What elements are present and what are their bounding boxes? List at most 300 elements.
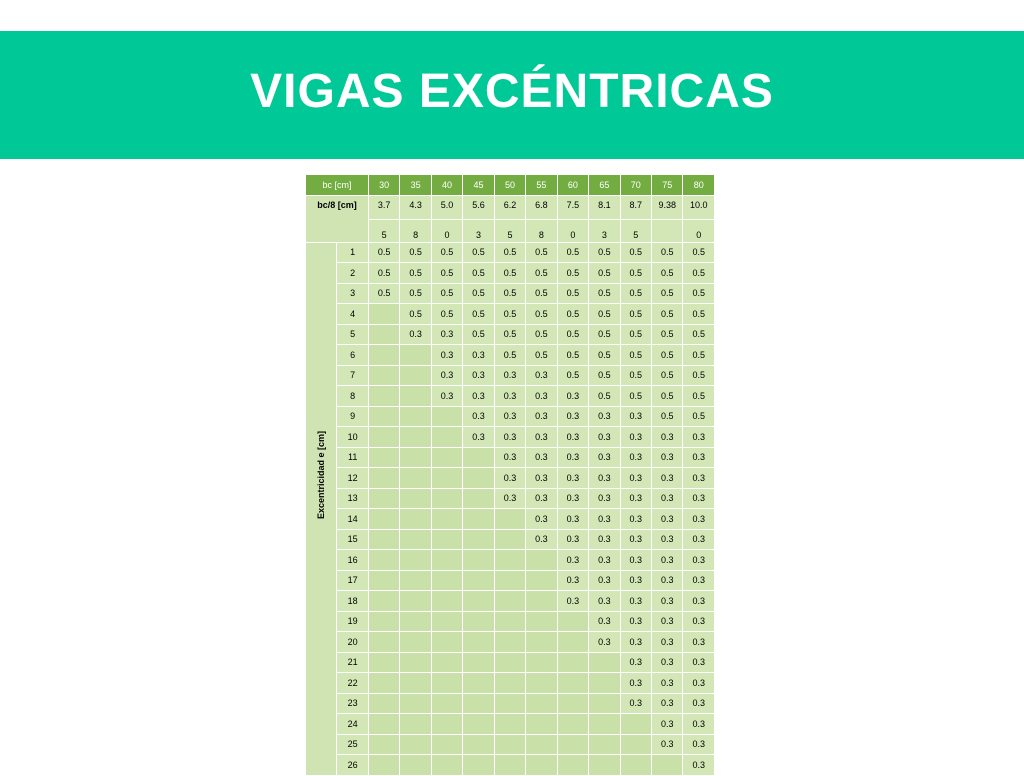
table-cell <box>431 714 462 735</box>
table-cell: 0.3 <box>463 427 494 448</box>
table-row <box>306 242 715 263</box>
table-cell: 0.3 <box>526 468 557 489</box>
table-cell: 0.3 <box>557 570 588 591</box>
eccentricity-value: 19 <box>337 611 368 632</box>
bc8-value-bottom: 0 <box>557 220 588 243</box>
table-cell <box>557 734 588 755</box>
table-cell: 0.5 <box>431 242 462 263</box>
table-cell: 0.5 <box>368 283 399 304</box>
table-cell <box>400 591 431 612</box>
table-cell: 0.5 <box>557 242 588 263</box>
table-cell <box>557 693 588 714</box>
table-cell: 0.3 <box>620 550 651 571</box>
table-cell: 0.5 <box>494 304 525 325</box>
table-cell: 0.5 <box>589 283 620 304</box>
table-cell <box>400 365 431 386</box>
table-cell: 0.3 <box>652 693 683 714</box>
table-cell: 0.3 <box>683 734 715 755</box>
table-cell <box>400 755 431 776</box>
table-cell: 0.3 <box>494 386 525 407</box>
table-cell: 0.3 <box>652 447 683 468</box>
header-row-bc8 <box>306 195 715 220</box>
table-cell <box>494 632 525 653</box>
table-cell: 0.3 <box>652 529 683 550</box>
table-cell: 0.3 <box>526 365 557 386</box>
table-cell: 0.3 <box>683 714 715 735</box>
table-cell: 0.5 <box>368 242 399 263</box>
table-cell <box>494 714 525 735</box>
table-cell: 0.3 <box>589 550 620 571</box>
table-row <box>306 427 715 448</box>
table-cell: 0.5 <box>589 263 620 284</box>
bc8-value-top: 4.3 <box>400 195 431 220</box>
table-row <box>306 509 715 530</box>
table-cell: 0.5 <box>557 324 588 345</box>
table-cell: 0.3 <box>431 365 462 386</box>
table-cell: 0.5 <box>557 263 588 284</box>
table-cell <box>368 529 399 550</box>
table-cell <box>368 509 399 530</box>
table-row <box>306 714 715 735</box>
table-cell <box>494 550 525 571</box>
table-cell <box>526 611 557 632</box>
table-row <box>306 304 715 325</box>
table-cell: 0.5 <box>431 304 462 325</box>
table-cell: 0.3 <box>620 468 651 489</box>
table-cell: 0.5 <box>652 283 683 304</box>
table-cell: 0.3 <box>620 427 651 448</box>
eccentricity-value: 10 <box>337 427 368 448</box>
table-row <box>306 570 715 591</box>
eccentricity-value: 15 <box>337 529 368 550</box>
table-cell: 0.3 <box>620 570 651 591</box>
table-cell: 0.3 <box>683 591 715 612</box>
bc8-value-top: 9.38 <box>652 195 683 220</box>
table-cell: 0.3 <box>652 734 683 755</box>
table-cell: 0.3 <box>652 673 683 694</box>
table-cell: 0.5 <box>463 304 494 325</box>
table-cell: 0.3 <box>620 652 651 673</box>
table-row <box>306 488 715 509</box>
table-cell: 0.3 <box>557 468 588 489</box>
table-cell: 0.3 <box>652 550 683 571</box>
table-cell: 0.5 <box>494 345 525 366</box>
table-cell: 0.3 <box>652 509 683 530</box>
table-row <box>306 652 715 673</box>
table-cell <box>400 652 431 673</box>
bc8-value-top: 6.2 <box>494 195 525 220</box>
table-cell: 0.5 <box>620 324 651 345</box>
table-cell: 0.3 <box>589 591 620 612</box>
bc8-value-top: 6.8 <box>526 195 557 220</box>
eccentricity-value: 21 <box>337 652 368 673</box>
table-cell: 0.3 <box>494 406 525 427</box>
table-cell: 0.5 <box>683 263 715 284</box>
table-cell <box>526 734 557 755</box>
table-cell: 0.3 <box>620 488 651 509</box>
table-cell: 0.3 <box>494 468 525 489</box>
table-cell: 0.3 <box>652 591 683 612</box>
table-cell <box>368 611 399 632</box>
table-cell: 0.3 <box>494 488 525 509</box>
table-cell <box>463 673 494 694</box>
table-cell <box>431 468 462 489</box>
table-row <box>306 673 715 694</box>
table-cell: 0.5 <box>589 365 620 386</box>
table-cell <box>463 632 494 653</box>
table-cell <box>368 632 399 653</box>
table-cell <box>400 488 431 509</box>
table-cell: 0.3 <box>620 673 651 694</box>
table-cell <box>494 652 525 673</box>
eccentricity-value: 8 <box>337 386 368 407</box>
table-cell <box>494 673 525 694</box>
table-cell <box>431 447 462 468</box>
table-cell: 0.3 <box>620 693 651 714</box>
bc-value: 35 <box>400 175 431 196</box>
table-cell <box>526 550 557 571</box>
table-cell: 0.5 <box>368 263 399 284</box>
table-row <box>306 365 715 386</box>
table-cell: 0.5 <box>557 304 588 325</box>
table-cell <box>368 427 399 448</box>
table-cell: 0.3 <box>589 509 620 530</box>
table-cell <box>557 652 588 673</box>
table-cell: 0.3 <box>431 345 462 366</box>
table-cell <box>463 550 494 571</box>
header-row-bc <box>306 175 715 196</box>
slide-title: VIGAS EXCÉNTRICAS <box>250 65 774 118</box>
table-cell <box>463 570 494 591</box>
table-cell: 0.3 <box>652 632 683 653</box>
bc-value: 45 <box>463 175 494 196</box>
table-cell: 0.5 <box>652 324 683 345</box>
table-cell <box>368 755 399 776</box>
table-cell <box>652 755 683 776</box>
table-cell: 0.5 <box>589 242 620 263</box>
table-cell <box>463 693 494 714</box>
table-cell <box>431 529 462 550</box>
table-cell <box>589 652 620 673</box>
table-cell <box>463 591 494 612</box>
table-cell: 0.3 <box>652 427 683 448</box>
table-cell <box>620 734 651 755</box>
table-row <box>306 693 715 714</box>
table-cell <box>494 693 525 714</box>
eccentricity-value: 16 <box>337 550 368 571</box>
table-cell: 0.5 <box>683 406 715 427</box>
table-cell <box>494 734 525 755</box>
table-cell: 0.5 <box>526 242 557 263</box>
table-row <box>306 632 715 653</box>
table-cell: 0.5 <box>463 263 494 284</box>
table-cell <box>589 693 620 714</box>
table-cell <box>494 529 525 550</box>
table-cell <box>494 611 525 632</box>
table-row <box>306 734 715 755</box>
table-cell: 0.5 <box>652 406 683 427</box>
bc8-value-bottom: 5 <box>494 220 525 243</box>
table-cell: 0.5 <box>431 283 462 304</box>
table-row <box>306 263 715 284</box>
eccentricity-value: 11 <box>337 447 368 468</box>
table-cell: 0.3 <box>683 755 715 776</box>
table-cell <box>494 570 525 591</box>
bc8-value-bottom: 3 <box>463 220 494 243</box>
table-cell <box>431 509 462 530</box>
table-cell <box>368 447 399 468</box>
table-row <box>306 550 715 571</box>
table-cell <box>463 714 494 735</box>
table-cell: 0.3 <box>431 386 462 407</box>
table-row <box>306 611 715 632</box>
table-body <box>306 175 715 776</box>
eccentricity-value: 6 <box>337 345 368 366</box>
table-cell: 0.3 <box>683 468 715 489</box>
bc8-value-bottom: 8 <box>400 220 431 243</box>
bc8-value-top: 7.5 <box>557 195 588 220</box>
table-cell: 0.5 <box>683 324 715 345</box>
table-cell <box>494 509 525 530</box>
table-cell <box>400 427 431 448</box>
bc8-value-bottom: 3 <box>589 220 620 243</box>
table-cell <box>463 734 494 755</box>
eccentricity-value: 23 <box>337 693 368 714</box>
table-cell <box>620 755 651 776</box>
table-cell: 0.3 <box>463 365 494 386</box>
table-cell <box>526 714 557 735</box>
table-cell: 0.3 <box>589 529 620 550</box>
table-cell: 0.3 <box>652 570 683 591</box>
eccentricity-value: 12 <box>337 468 368 489</box>
table-cell: 0.5 <box>526 304 557 325</box>
table-cell: 0.3 <box>620 509 651 530</box>
table-cell <box>400 570 431 591</box>
table-cell <box>368 652 399 673</box>
table-cell: 0.5 <box>526 283 557 304</box>
bc8-label: bc/8 [cm] <box>306 195 369 242</box>
table-cell <box>431 488 462 509</box>
table-cell: 0.3 <box>589 427 620 448</box>
table-cell <box>400 447 431 468</box>
eccentricity-axis-label <box>306 242 337 775</box>
table-cell: 0.5 <box>652 365 683 386</box>
table-cell: 0.3 <box>463 406 494 427</box>
table-cell <box>463 447 494 468</box>
table-cell: 0.5 <box>494 283 525 304</box>
table-cell: 0.3 <box>526 427 557 448</box>
table-cell: 0.3 <box>589 406 620 427</box>
table-cell: 0.3 <box>652 652 683 673</box>
eccentricity-value: 9 <box>337 406 368 427</box>
table-row <box>306 283 715 304</box>
table-row <box>306 345 715 366</box>
table-cell <box>526 570 557 591</box>
table-cell: 0.5 <box>589 386 620 407</box>
table-cell <box>463 509 494 530</box>
table-cell: 0.5 <box>463 283 494 304</box>
table-cell <box>400 693 431 714</box>
eccentric-beam-table-container <box>305 174 715 776</box>
bc8-value-top: 10.0 <box>683 195 715 220</box>
table-cell: 0.3 <box>683 427 715 448</box>
bc8-value-top: 3.7 <box>368 195 399 220</box>
table-row <box>306 447 715 468</box>
bc8-value-bottom <box>652 220 683 243</box>
table-cell: 0.3 <box>620 406 651 427</box>
table-cell <box>494 591 525 612</box>
table-cell: 0.3 <box>526 406 557 427</box>
table-cell: 0.3 <box>526 386 557 407</box>
bc8-value-bottom: 0 <box>683 220 715 243</box>
table-cell <box>620 714 651 735</box>
table-row <box>306 468 715 489</box>
table-row <box>306 755 715 776</box>
eccentricity-value: 22 <box>337 673 368 694</box>
table-cell: 0.3 <box>557 447 588 468</box>
eccentricity-label-text: Excentricidad e [cm] <box>316 430 327 519</box>
table-cell: 0.5 <box>652 242 683 263</box>
table-cell: 0.3 <box>683 447 715 468</box>
table-cell <box>431 632 462 653</box>
table-cell: 0.3 <box>683 632 715 653</box>
table-cell <box>400 734 431 755</box>
table-cell <box>400 550 431 571</box>
table-cell: 0.5 <box>589 304 620 325</box>
table-cell <box>368 406 399 427</box>
table-cell: 0.5 <box>683 365 715 386</box>
table-cell: 0.3 <box>526 488 557 509</box>
table-cell: 0.3 <box>652 468 683 489</box>
table-row <box>306 386 715 407</box>
table-cell: 0.3 <box>557 406 588 427</box>
table-cell: 0.5 <box>620 242 651 263</box>
table-cell <box>589 714 620 735</box>
table-cell: 0.3 <box>683 509 715 530</box>
table-cell <box>557 755 588 776</box>
table-cell <box>400 345 431 366</box>
table-row <box>306 324 715 345</box>
bc-value: 70 <box>620 175 651 196</box>
table-cell <box>368 386 399 407</box>
table-cell: 0.3 <box>463 345 494 366</box>
table-cell: 0.5 <box>652 386 683 407</box>
eccentricity-value: 24 <box>337 714 368 735</box>
table-cell <box>557 611 588 632</box>
table-cell <box>463 652 494 673</box>
bc-value: 60 <box>557 175 588 196</box>
table-cell: 0.3 <box>400 324 431 345</box>
table-cell <box>400 509 431 530</box>
table-cell: 0.5 <box>683 242 715 263</box>
table-cell: 0.3 <box>652 611 683 632</box>
table-cell: 0.5 <box>620 283 651 304</box>
table-cell: 0.5 <box>683 283 715 304</box>
table-cell: 0.3 <box>620 591 651 612</box>
table-cell <box>526 591 557 612</box>
table-cell: 0.5 <box>652 263 683 284</box>
table-cell <box>526 673 557 694</box>
table-cell: 0.3 <box>494 427 525 448</box>
eccentricity-value: 26 <box>337 755 368 776</box>
bc8-value-bottom: 5 <box>368 220 399 243</box>
table-cell: 0.3 <box>683 550 715 571</box>
table-cell <box>589 734 620 755</box>
table-cell: 0.5 <box>683 386 715 407</box>
bc-value: 75 <box>652 175 683 196</box>
table-cell: 0.5 <box>620 386 651 407</box>
eccentricity-value: 5 <box>337 324 368 345</box>
eccentricity-value: 7 <box>337 365 368 386</box>
table-cell <box>526 632 557 653</box>
table-cell <box>400 611 431 632</box>
bc-value: 50 <box>494 175 525 196</box>
table-cell <box>400 386 431 407</box>
bc-label: bc [cm] <box>306 175 369 196</box>
table-cell: 0.5 <box>431 263 462 284</box>
table-cell: 0.5 <box>589 345 620 366</box>
bc-value: 40 <box>431 175 462 196</box>
eccentricity-value: 20 <box>337 632 368 653</box>
table-cell: 0.3 <box>526 529 557 550</box>
table-cell: 0.5 <box>526 324 557 345</box>
table-cell <box>431 550 462 571</box>
table-cell <box>368 345 399 366</box>
table-cell <box>431 611 462 632</box>
table-cell: 0.3 <box>620 529 651 550</box>
table-cell: 0.5 <box>620 345 651 366</box>
table-cell: 0.5 <box>400 283 431 304</box>
bc-value: 55 <box>526 175 557 196</box>
table-cell: 0.5 <box>463 324 494 345</box>
table-cell: 0.5 <box>683 304 715 325</box>
table-cell <box>368 570 399 591</box>
table-cell <box>431 755 462 776</box>
table-cell <box>400 406 431 427</box>
table-cell <box>431 406 462 427</box>
eccentricity-value: 1 <box>337 242 368 263</box>
table-cell: 0.3 <box>620 632 651 653</box>
table-cell <box>431 591 462 612</box>
table-row <box>306 591 715 612</box>
bc-value: 30 <box>368 175 399 196</box>
table-cell <box>368 591 399 612</box>
table-cell <box>400 632 431 653</box>
table-cell <box>368 468 399 489</box>
table-cell <box>463 468 494 489</box>
table-cell <box>463 755 494 776</box>
table-cell <box>557 714 588 735</box>
table-cell: 0.5 <box>494 324 525 345</box>
table-cell: 0.3 <box>463 386 494 407</box>
table-cell <box>463 529 494 550</box>
table-cell <box>368 673 399 694</box>
eccentricity-value: 14 <box>337 509 368 530</box>
table-cell: 0.3 <box>526 447 557 468</box>
bc-value: 65 <box>589 175 620 196</box>
table-cell <box>368 693 399 714</box>
table-cell: 0.3 <box>589 611 620 632</box>
table-cell: 0.5 <box>494 263 525 284</box>
table-cell: 0.5 <box>400 304 431 325</box>
table-cell: 0.3 <box>683 673 715 694</box>
table-cell: 0.3 <box>589 468 620 489</box>
table-cell <box>368 488 399 509</box>
eccentricity-value: 25 <box>337 734 368 755</box>
table-cell: 0.3 <box>494 447 525 468</box>
eccentricity-value: 3 <box>337 283 368 304</box>
table-cell: 0.5 <box>652 345 683 366</box>
